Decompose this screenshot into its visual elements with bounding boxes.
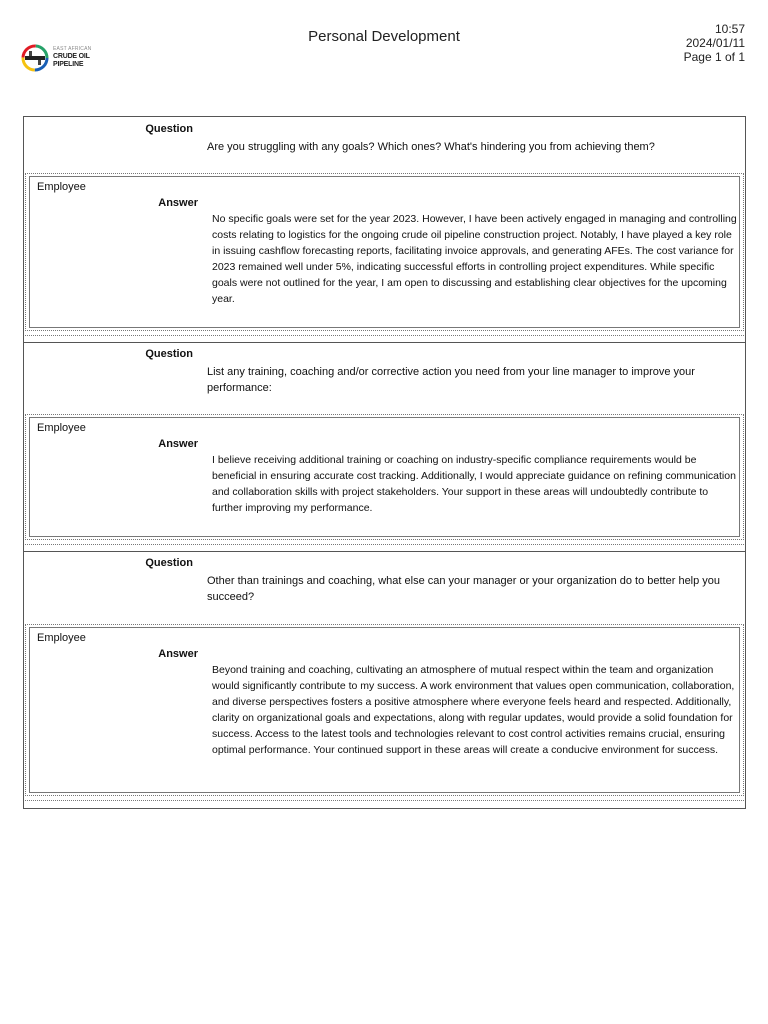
question-block-1 <box>24 117 745 171</box>
answer-text-2: I believe receiving additional training or coaching on industry-specific compliance requirements would be beneficial in ensuring accurate cost tracking. Additionally, I would appreciate guidance on refining communication and collaboration skills with project stakeholders. Your support in these areas will undoubtedly contribute to further improving my performance. <box>212 454 736 514</box>
report-date: 2024/01/11 <box>685 36 745 50</box>
question-label: Question <box>145 348 193 360</box>
answer-box-3 <box>29 627 740 793</box>
logo-line-1: EAST AFRICAN <box>53 46 92 52</box>
answer-block-1 <box>25 173 744 331</box>
question-block-3 <box>24 551 745 622</box>
answer-text-1: No specific goals were set for the year 2023. However, I have been actively engaged in managing and controlling costs relating to logistics for the ongoing crude oil pipeline construction project. Notably, I have played a key role in issuing cashflow forecasting reports, facilitating invoice approvals, and generating AFEs. The cost variance for 2023 remained well under 5%, indicating successful efforts in controlling project expenditures. While specific goals were not outlined for the year, I am open to discussing and establishing clear objectives for the upcoming year. <box>212 213 737 305</box>
logo-line-3: PIPELINE <box>53 61 84 68</box>
report-meta <box>684 22 745 64</box>
question-text-1: Are you struggling with any goals? Which ones? What's hindering you from achieving them? <box>207 141 655 153</box>
question-text-2: List any training, coaching and/or corrective action you need from your line manager to improve your performance: <box>207 366 695 394</box>
answer-box-2 <box>29 417 740 537</box>
employee-label: Employee <box>37 181 86 193</box>
question-block-2 <box>24 342 745 412</box>
question-label: Question <box>145 123 193 135</box>
company-logo <box>20 43 100 79</box>
answer-label: Answer <box>158 648 198 660</box>
section-divider <box>25 800 744 801</box>
page-number: Page 1 of 1 <box>683 50 745 64</box>
section-divider <box>25 335 744 336</box>
answer-label: Answer <box>158 438 198 450</box>
employee-label: Employee <box>37 632 86 644</box>
answer-text-3: Beyond training and coaching, cultivating an atmosphere of mutual respect within the team and organization would significantly contribute to my success. A work environment that values open communication, collaboration, and diverse perspectives fosters a positive atmosphere where everyone feels heard and respected. Additionally, clarity on organizational goals and expectations, along with regular updates, would provide a solid foundation for success. Access to the latest tools and technologies relevant to cost control activities remains crucial, ensuring optimal performance. Your continued support in these areas will create a conducive environment for success. <box>212 664 735 756</box>
answer-block-2 <box>25 414 744 540</box>
report-time: 10:57 <box>714 22 745 36</box>
answer-box-1 <box>29 176 740 328</box>
logo-line-2: CRUDE OIL <box>53 53 90 60</box>
answer-block-3 <box>25 624 744 796</box>
pipeline-logo-icon <box>20 43 50 73</box>
section-divider <box>25 544 744 545</box>
question-label: Question <box>145 557 193 569</box>
page-title: Personal Development <box>308 28 460 45</box>
qa-form <box>23 116 746 809</box>
question-text-3: Other than trainings and coaching, what else can your manager or your organization do to better help you succeed? <box>207 575 721 603</box>
employee-label: Employee <box>37 422 86 434</box>
answer-label: Answer <box>158 197 198 209</box>
